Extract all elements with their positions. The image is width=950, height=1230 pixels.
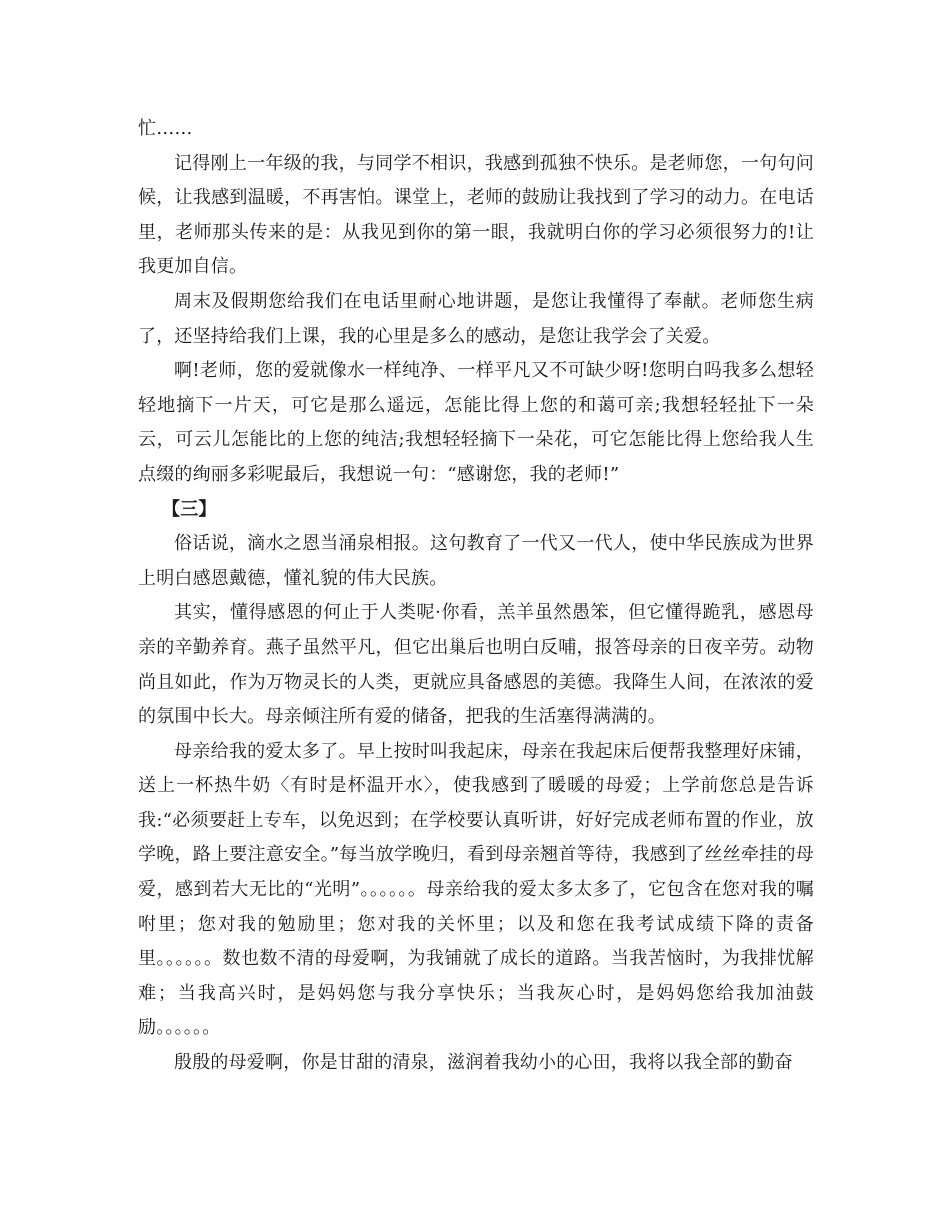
- document-page: [138, 112, 814, 1081]
- paragraph-gratitude-animals: 其实，懂得感恩的何止于人类呢·你看，羔羊虽然愚笨，但它懂得跪乳，感恩母亲的辛勤养育。燕子虽然平凡，但它出巢后也明白反哺，报答母亲的日夜辛劳。动物尚且如此，作为万物灵长的人类，更就应具备感恩的美德。我降生人间，在浓浓的爱的氛围中长大。母亲倾注所有爱的储备，把我的生活塞得满满的。: [138, 602, 814, 728]
- paragraph-first-grade-memory: 记得刚上一年级的我，与同学不相识，我感到孤独不快乐。是老师您，一句句问候，让我感到温暖，不再害怕。课堂上，老师的鼓励让我找到了学习的动力。在电话里，老师那头传来的是：从我见到你的第一眼，我就明白你的学习必须很努力的!让我更加自信。: [138, 152, 814, 278]
- paragraph-proverb: 俗话说，滴水之恩当涌泉相报。这句教育了一代又一代人，使中华民族成为世界上明白感恩戴德，懂礼貌的伟大民族。: [138, 533, 814, 589]
- paragraph-teacher-tribute: 啊!老师，您的爱就像水一样纯净、一样平凡又不可缺少呀!您明白吗我多么想轻轻地摘下一片天，可它是那么遥远，怎能比得上您的和蔼可亲;我想轻轻扯下一朵云，可云儿怎能比的上您的纯洁;我想轻轻摘下一朵花，可它怎能比得上您给我人生点缀的绚丽多彩呢最后，我想说一句：“感谢您，我的老师!”: [138, 360, 814, 485]
- paragraph-continuation: 忙……: [138, 118, 193, 139]
- paragraph-weekend-tutoring: 周末及假期您给我们在电话里耐心地讲题，是您让我懂得了奉献。老师您生病了，还坚持给我们上课，我的心里是多么的感动，是您让我学会了关爱。: [138, 290, 814, 347]
- section-heading: 【三】: [162, 498, 217, 520]
- paragraph-mother-love: 母亲给我的爱太多了。早上按时叫我起床，母亲在我起床后便帮我整理好床铺，送上一杯热牛奶〈有时是杯温开水〉，使我感到了暖暖的母爱；上学前您总是告诉我:“必须要赶上专车，以免迟到；在学校要认真听讲，好好完成老师布置的作业，放学晚，路上要注意安全。”每当放学晚归，看到母亲翘首等待，我感到了丝丝牵挂的母爱，感到若大无比的“光明”。。。。。。母亲给我的爱太多太多了，它包含在您对我的嘱咐里；您对我的勉励里；您对我的关怀里；以及和您在我考试成绩下降的责备里。。。。。。数也数不清的母爱啊，为我铺就了成长的道路。当我苦恼时，为我排忧解难；当我高兴时，是妈妈您与我分享快乐；当我灰心时，是妈妈您给我加油鼓励。。。。。。: [138, 740, 814, 1039]
- paragraph-closing: 殷殷的母爱啊，你是甘甜的清泉，滋润着我幼小的心田，我将以我全部的勤奋: [174, 1052, 793, 1074]
